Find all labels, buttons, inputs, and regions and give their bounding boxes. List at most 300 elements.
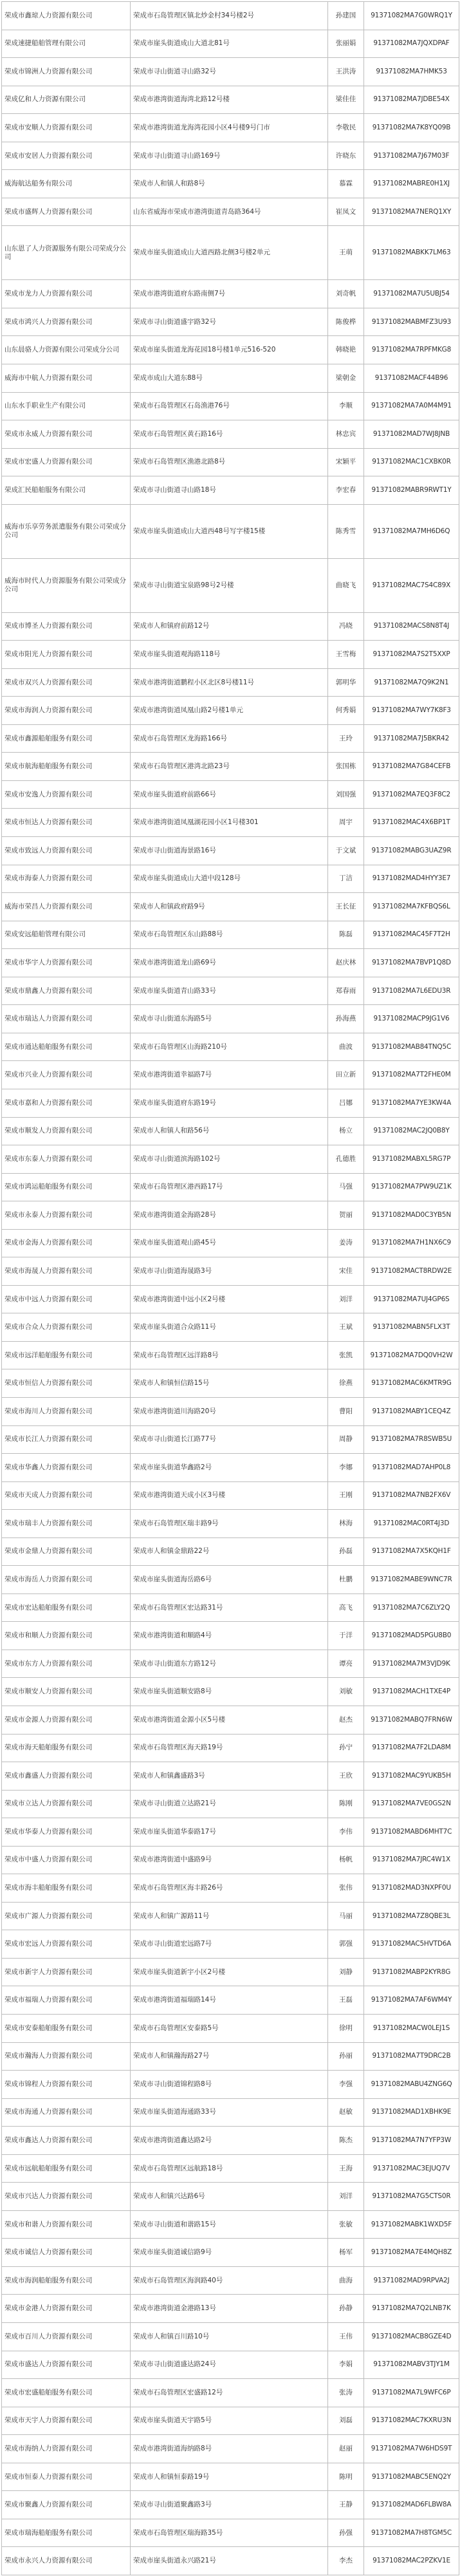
address-cell: 荣成市港湾街道金港路13号 [131, 2295, 328, 2323]
address-cell: 荣成市石岛管理区宏盛路12号 [131, 2379, 328, 2407]
address-cell: 荣成市石岛管理区海丰路26号 [131, 1874, 328, 1903]
company-name-cell: 荣成市安居人力资源有限公司 [2, 142, 131, 170]
address-cell: 荣成市寻山街道立达路21号 [131, 1790, 328, 1818]
company-name-cell: 荣成市鑫源船舶服务有限公司 [2, 724, 131, 753]
address-cell: 荣成市崖头街道成山大道西48号写字楼15楼 [131, 504, 328, 558]
credit-code-cell: 91371082MA7N7YFP3W [364, 2127, 459, 2155]
credit-code-cell: 91371082MABC5ENQ2Y [364, 2463, 459, 2491]
credit-code-cell: 91371082MAC2PZKV1E [364, 2547, 459, 2575]
company-name-cell: 荣成市海纳人力资源有限公司 [2, 2435, 131, 2463]
company-name-cell: 荣成市宏盛人力资源有限公司 [2, 448, 131, 476]
company-name-cell: 荣成市航海船舶服务有限公司 [2, 753, 131, 781]
address-cell: 荣成市石岛管理区瑞海路35号 [131, 2519, 328, 2547]
company-name-cell: 山东恩了人力资源服务有限公司荣成分公司 [2, 226, 131, 280]
address-cell: 荣成市港湾街道鑫达路2号 [131, 2127, 328, 2155]
address-cell: 荣成市港湾街道龙山路69号 [131, 949, 328, 977]
table-row [2, 1762, 459, 1791]
table-row [2, 1397, 459, 1425]
credit-code-cell: 91371082MACB8GZE4D [364, 2323, 459, 2351]
legal-person-cell: 孙丽 [328, 2042, 364, 2071]
address-cell: 荣成市石岛管理区山海路210号 [131, 1033, 328, 1061]
table-row [2, 2154, 459, 2183]
address-cell: 荣成市崖头街道成山大道北81号 [131, 30, 328, 58]
table-row [2, 1537, 459, 1566]
table-row [2, 1341, 459, 1369]
table-row [2, 1902, 459, 1930]
company-name-cell: 荣成市锦洲人力资源有限公司 [2, 58, 131, 86]
legal-person-cell: 孙海燕 [328, 1005, 364, 1033]
address-cell: 荣成市人和镇人和路8号 [131, 170, 328, 198]
table-row [2, 2407, 459, 2435]
table-row [2, 668, 459, 697]
table-row [2, 1369, 459, 1398]
credit-code-cell: 91371082MACF44B96 [364, 364, 459, 392]
legal-person-cell: 刘敏 [328, 1678, 364, 1706]
credit-code-cell: 91371082MABV3TJY1M [364, 2351, 459, 2379]
table-row [2, 1874, 459, 1903]
credit-code-cell: 91371082MA7H8TGM5C [364, 2519, 459, 2547]
address-cell: 荣成市崖头街道天宇路5号 [131, 2407, 328, 2435]
company-name-cell: 荣成市海润人力资源有限公司 [2, 697, 131, 725]
legal-person-cell: 马强 [328, 1173, 364, 1201]
company-name-cell: 荣成市海天船舶服务有限公司 [2, 1734, 131, 1762]
address-cell: 荣成市港湾街道金源小区5号楼 [131, 1706, 328, 1734]
legal-person-cell: 孙静 [328, 2295, 364, 2323]
table-row [2, 2015, 459, 2043]
company-name-cell: 荣成市新宇人力资源有限公司 [2, 1958, 131, 1986]
legal-person-cell: 韩晓艳 [328, 336, 364, 364]
address-cell: 荣成市崖头街道府前路66号 [131, 780, 328, 809]
legal-person-cell: 陈俊桦 [328, 308, 364, 336]
company-name-cell: 威海市荣昌人力资源有限公司 [2, 893, 131, 921]
credit-code-cell: 91371082MABU4ZNG6Q [364, 2071, 459, 2099]
address-cell: 荣成市寻山街道盛达路24号 [131, 2351, 328, 2379]
legal-person-cell: 王长征 [328, 893, 364, 921]
address-cell: 荣成市崖头街道顺安路8号 [131, 1678, 328, 1706]
legal-person-cell: 张凯 [328, 1341, 364, 1369]
credit-code-cell: 91371082MAC7KXRU3N [364, 2407, 459, 2435]
address-cell: 荣成市港湾街道福瑞路14号 [131, 1986, 328, 2015]
company-name-cell: 荣成市长江人力资源有限公司 [2, 1425, 131, 1454]
legal-person-cell: 谭亮 [328, 1650, 364, 1678]
table-row [2, 780, 459, 809]
credit-code-cell: 91371082MA7AF6WM4Y [364, 1986, 459, 2015]
table-row [2, 1201, 459, 1230]
table-row [2, 1229, 459, 1257]
legal-person-cell: 刘洋 [328, 2183, 364, 2211]
legal-person-cell: 刘洋 [328, 1285, 364, 1313]
credit-code-cell: 91371082MA7DQ0VH2W [364, 1341, 459, 1369]
company-name-cell: 荣成市安泰船舶服务有限公司 [2, 2015, 131, 2043]
table-row [2, 2183, 459, 2211]
company-name-cell: 荣成市华鑫人力资源有限公司 [2, 1454, 131, 1482]
company-registry-table [1, 1, 459, 2575]
address-cell: 荣成市崖头街道成山大道西路北侧3号楼2单元 [131, 226, 328, 280]
table-row [2, 1425, 459, 1454]
company-name-cell: 荣成速捷船舶管理有限公司 [2, 30, 131, 58]
company-name-cell: 山东水手职业生产有限公司 [2, 392, 131, 420]
company-name-cell: 荣成市海泰人力资源有限公司 [2, 865, 131, 893]
credit-code-cell: 91371082MAD9RPVA2J [364, 2266, 459, 2295]
credit-code-cell: 91371082MA7G5CTS0R [364, 2183, 459, 2211]
company-name-cell: 荣成市百川人力资源有限公司 [2, 2323, 131, 2351]
address-cell: 荣成市石岛管理区东山路88号 [131, 921, 328, 949]
company-name-cell: 荣成市海丰船舶服务有限公司 [2, 1874, 131, 1903]
address-cell: 荣成市崖头街道龙海花园18号楼1单元516-520 [131, 336, 328, 364]
address-cell: 荣成市港湾街道中盛路9号 [131, 1846, 328, 1874]
credit-code-cell: 91371082MA7WY7K8F3 [364, 697, 459, 725]
credit-code-cell: 91371082MABMFZ3U93 [364, 308, 459, 336]
legal-person-cell: 周静 [328, 1425, 364, 1454]
credit-code-cell: 91371082MA7G84CEFB [364, 753, 459, 781]
address-cell: 荣成市石岛管理区镇北炒金村34号楼2号 [131, 2, 328, 30]
address-cell: 荣成市崖头街道华泰路17号 [131, 1818, 328, 1847]
table-row [2, 837, 459, 865]
company-name-cell: 荣成市兴达人力资源有限公司 [2, 2183, 131, 2211]
company-name-cell: 荣成市鑫琼人力资源有限公司 [2, 2, 131, 30]
address-cell: 荣成市港湾街道府东路南侧7号 [131, 280, 328, 308]
credit-code-cell: 91371082MABR9RWT1Y [364, 476, 459, 505]
legal-person-cell: 陈秀雪 [328, 504, 364, 558]
company-name-cell: 荣成市顺安人力资源有限公司 [2, 1678, 131, 1706]
legal-person-cell: 许晓东 [328, 142, 364, 170]
table-row [2, 1986, 459, 2015]
address-cell: 荣成市人和镇百川路10号 [131, 2323, 328, 2351]
address-cell: 荣成市寻山街道长江路77号 [131, 1425, 328, 1454]
legal-person-cell: 杨帆 [328, 1846, 364, 1874]
address-cell: 荣成市人和镇兴达路6号 [131, 2183, 328, 2211]
address-cell: 荣成市崖头街道海岳路6号 [131, 1566, 328, 1594]
credit-code-cell: 91371082MABRE0H1XJ [364, 170, 459, 198]
company-name-cell: 荣成市东泰人力资源有限公司 [2, 1145, 131, 1174]
credit-code-cell: 91371082MA7NERQ1XY [364, 198, 459, 226]
company-name-cell: 荣成市海川人力资源有限公司 [2, 1397, 131, 1425]
credit-code-cell: 91371082MAD7AHP0L8 [364, 1454, 459, 1482]
credit-code-cell: 91371082MA7KFBQS6L [364, 893, 459, 921]
credit-code-cell: 91371082MAC2JQ0B8Y [364, 1117, 459, 1145]
table-row [2, 1622, 459, 1650]
legal-person-cell: 赵庆林 [328, 949, 364, 977]
address-cell: 荣成市寻山街道东方路12号 [131, 1650, 328, 1678]
company-name-cell: 荣成市宏远人力资源有限公司 [2, 1930, 131, 1959]
address-cell: 荣成市港湾街道幸福路7号 [131, 1061, 328, 1089]
address-cell: 荣成市成山大道东88号 [131, 364, 328, 392]
table-row [2, 1566, 459, 1594]
table-row [2, 1678, 459, 1706]
address-cell: 荣成市崖头街道观海路118号 [131, 641, 328, 669]
address-cell: 荣成市寻山街道盛宇路32号 [131, 308, 328, 336]
legal-person-cell: 张伟 [328, 1874, 364, 1903]
table-row [2, 2266, 459, 2295]
address-cell: 荣成市崖头街道观山路45号 [131, 1229, 328, 1257]
legal-person-cell: 孙宁 [328, 1734, 364, 1762]
legal-person-cell: 王玲 [328, 724, 364, 753]
company-name-cell: 荣成市和谐人力资源有限公司 [2, 2210, 131, 2239]
credit-code-cell: 91371082MA7Q2LNB7K [364, 2295, 459, 2323]
legal-person-cell: 陈磊 [328, 921, 364, 949]
company-name-cell: 威海市中航人力资源有限公司 [2, 364, 131, 392]
table-row [2, 2239, 459, 2267]
company-name-cell: 荣成汇民船舶服务有限公司 [2, 476, 131, 505]
address-cell: 荣成市港湾街道中远小区2号楼 [131, 1285, 328, 1313]
table-row [2, 641, 459, 669]
company-name-cell: 荣成市致远人力资源有限公司 [2, 837, 131, 865]
credit-code-cell: 91371082MA7L6EDU3R [364, 977, 459, 1005]
legal-person-cell: 吕娜 [328, 1089, 364, 1117]
credit-code-cell: 91371082MA7H1NX6C9 [364, 1229, 459, 1257]
table-row [2, 448, 459, 476]
address-cell: 荣成市人和镇政府路9号 [131, 893, 328, 921]
company-name-cell: 荣成市立达人力资源有限公司 [2, 1790, 131, 1818]
table-row [2, 1005, 459, 1033]
credit-code-cell: 91371082MA7L9WFC6P [364, 2379, 459, 2407]
credit-code-cell: 91371082MAD4HYY3E7 [364, 865, 459, 893]
table-row [2, 198, 459, 226]
company-name-cell: 荣成市恒泰人力资源有限公司 [2, 2463, 131, 2491]
company-name-cell: 威海市乐享劳务派遣服务有限公司荣成分公司 [2, 504, 131, 558]
table-row [2, 893, 459, 921]
table-row [2, 2295, 459, 2323]
credit-code-cell: 91371082MAC3EJUQ7V [364, 2154, 459, 2183]
table-body [2, 2, 459, 2575]
company-name-cell: 荣成市永兴人力资源有限公司 [2, 2547, 131, 2575]
company-name-cell: 荣成市盛辉人力资源有限公司 [2, 198, 131, 226]
table-row [2, 1061, 459, 1089]
address-cell: 荣成市崖头街道永兴路21号 [131, 2547, 328, 2575]
legal-person-cell: 王雪梅 [328, 641, 364, 669]
company-name-cell: 荣成市恒信人力资源有限公司 [2, 1369, 131, 1398]
address-cell: 荣成市石岛管理区港西路17号 [131, 1173, 328, 1201]
table-row [2, 2323, 459, 2351]
credit-code-cell: 91371082MA7Z8QBE3L [364, 1902, 459, 1930]
credit-code-cell: 91371082MAB84TNQ5C [364, 1033, 459, 1061]
legal-person-cell: 王斌 [328, 1313, 364, 1342]
credit-code-cell: 91371082MA7T2FHE0M [364, 1061, 459, 1089]
legal-person-cell: 何秀娟 [328, 697, 364, 725]
credit-code-cell: 91371082MAC6KMTR9G [364, 1369, 459, 1398]
company-name-cell: 荣成市锦程人力资源有限公司 [2, 2071, 131, 2099]
legal-person-cell: 崔凤文 [328, 198, 364, 226]
table-row [2, 142, 459, 170]
legal-person-cell: 马丽 [328, 1902, 364, 1930]
credit-code-cell: 91371082MAC9YUKB5H [364, 1762, 459, 1791]
company-name-cell: 荣成市瀚海人力资源有限公司 [2, 2042, 131, 2071]
legal-person-cell: 王静 [328, 2491, 364, 2519]
credit-code-cell: 91371082MACP9JG1V6 [364, 1005, 459, 1033]
table-row [2, 2071, 459, 2099]
address-cell: 荣成市崖头街道青山路33号 [131, 977, 328, 1005]
legal-person-cell: 郭强 [328, 1930, 364, 1959]
address-cell: 荣成市港湾街道海湾北路12号楼 [131, 86, 328, 114]
address-cell: 荣成市寻山街道海晟路3号 [131, 1257, 328, 1286]
legal-person-cell: 曲海 [328, 2266, 364, 2295]
credit-code-cell: 91371082MA7JQXDPAF [364, 30, 459, 58]
company-name-cell: 荣成亿和人力资源有限公司 [2, 86, 131, 114]
credit-code-cell: 91371082MAC5HVTD6A [364, 1930, 459, 1959]
credit-code-cell: 91371082MA7J67M03F [364, 142, 459, 170]
table-row [2, 1594, 459, 1622]
company-name-cell: 荣成市金鼎人力资源有限公司 [2, 1537, 131, 1566]
credit-code-cell: 91371082MAD0C3YB5N [364, 1201, 459, 1230]
legal-person-cell: 姜涛 [328, 1229, 364, 1257]
legal-person-cell: 杨立 [328, 1117, 364, 1145]
address-cell: 荣成市寻山街道寻山路169号 [131, 142, 328, 170]
legal-person-cell: 王欣 [328, 1762, 364, 1791]
credit-code-cell: 91371082MABY1CEQ4Z [364, 1397, 459, 1425]
legal-person-cell: 王刚 [328, 1481, 364, 1510]
address-cell: 荣成市石岛管理区远洋路8号 [131, 1341, 328, 1369]
legal-person-cell: 杨军 [328, 2239, 364, 2267]
credit-code-cell: 91371082MA7MH6D6Q [364, 504, 459, 558]
legal-person-cell: 丁洁 [328, 865, 364, 893]
credit-code-cell: 91371082MA7J5BKR42 [364, 724, 459, 753]
company-name-cell: 荣成市宏盛船舶服务有限公司 [2, 2379, 131, 2407]
credit-code-cell: 91371082MA7X5KQH1F [364, 1537, 459, 1566]
address-cell: 荣成市寻山街道锦程路8号 [131, 2071, 328, 2099]
table-row [2, 2210, 459, 2239]
legal-person-cell: 赵丽 [328, 2435, 364, 2463]
legal-person-cell: 赵敏 [328, 2098, 364, 2127]
legal-person-cell: 李宏春 [328, 476, 364, 505]
address-cell: 荣成市人和镇广源路11号 [131, 1902, 328, 1930]
credit-code-cell: 91371082MACH1TXE4P [364, 1678, 459, 1706]
address-cell: 荣成市寻山街道海景路16号 [131, 837, 328, 865]
legal-person-cell: 王伟 [328, 2323, 364, 2351]
legal-person-cell: 陈杰 [328, 2127, 364, 2155]
company-name-cell: 荣成市盛达人力资源有限公司 [2, 2351, 131, 2379]
table-row [2, 1818, 459, 1847]
legal-person-cell: 曲波 [328, 1033, 364, 1061]
table-row [2, 2351, 459, 2379]
table-row [2, 392, 459, 420]
credit-code-cell: 91371082MAC0RT4J3D [364, 1510, 459, 1538]
legal-person-cell: 孔德胜 [328, 1145, 364, 1174]
company-name-cell: 荣成市鑫达人力资源有限公司 [2, 2127, 131, 2155]
legal-person-cell: 贺丽 [328, 1201, 364, 1230]
credit-code-cell: 91371082MA7JDBE54X [364, 86, 459, 114]
credit-code-cell: 91371082MABK1WXD5F [364, 2210, 459, 2239]
credit-code-cell: 91371082MAD6FLBW8A [364, 2491, 459, 2519]
legal-person-cell: 王洪涛 [328, 58, 364, 86]
company-name-cell: 荣成市兴业人力资源有限公司 [2, 1061, 131, 1089]
credit-code-cell: 91371082MACW0LEJ1S [364, 2015, 459, 2043]
address-cell: 荣成市港湾街道金海路28号 [131, 1201, 328, 1230]
address-cell: 荣成市石岛管理区港湾北路23号 [131, 753, 328, 781]
company-name-cell: 荣成市瑞丰人力资源有限公司 [2, 1510, 131, 1538]
table-row [2, 476, 459, 505]
company-name-cell: 荣成市鑫盛人力资源有限公司 [2, 1762, 131, 1791]
legal-person-cell: 李顺 [328, 392, 364, 420]
company-name-cell: 荣成市安顺人力资源有限公司 [2, 114, 131, 142]
address-cell: 荣成市港湾街道天成小区3号楼 [131, 1481, 328, 1510]
company-name-cell: 荣成市鸿兴人力资源有限公司 [2, 308, 131, 336]
address-cell: 荣成市石岛管理区远航路18号 [131, 2154, 328, 2183]
legal-person-cell: 高飞 [328, 1594, 364, 1622]
credit-code-cell: 91371082MA7U5UBJ54 [364, 280, 459, 308]
company-name-cell: 荣成市金源人力资源有限公司 [2, 1706, 131, 1734]
company-name-cell: 荣成市永威人力资源有限公司 [2, 420, 131, 449]
address-cell: 荣成市寻山街道宝泉路98号2号楼 [131, 558, 328, 612]
credit-code-cell: 91371082MABXL5RG7P [364, 1145, 459, 1174]
company-name-cell: 荣成市嘉和人力资源有限公司 [2, 1089, 131, 1117]
credit-code-cell: 91371082MA7VE0GS2N [364, 1790, 459, 1818]
address-cell: 荣成市寻山街道寻山路18号 [131, 476, 328, 505]
company-name-cell: 荣成市东方人力资源有限公司 [2, 1650, 131, 1678]
credit-code-cell: 91371082MA7YE3KW4A [364, 1089, 459, 1117]
address-cell: 荣成市人和镇恒泰路19号 [131, 2463, 328, 2491]
company-name-cell: 荣成市远航船舶服务有限公司 [2, 2154, 131, 2183]
credit-code-cell: 91371082MA7RPFMKG8 [364, 336, 459, 364]
legal-person-cell: 冯晓 [328, 612, 364, 641]
company-name-cell: 山东晨骆人力资源有限公司荣成分公司 [2, 336, 131, 364]
credit-code-cell: 91371082MACS8N8T4J [364, 612, 459, 641]
table-row [2, 865, 459, 893]
legal-person-cell: 宋颖平 [328, 448, 364, 476]
legal-person-cell: 李敬民 [328, 114, 364, 142]
credit-code-cell: 91371082MA7Q9K2N1 [364, 668, 459, 697]
address-cell: 荣成市石岛管理区渔港北路8号 [131, 448, 328, 476]
company-name-cell: 荣成市海晟人力资源有限公司 [2, 1257, 131, 1286]
company-name-cell: 荣成市永泰人力资源有限公司 [2, 1201, 131, 1230]
company-name-cell: 荣成市海润船舶服务有限公司 [2, 2266, 131, 2295]
credit-code-cell: 91371082MAC45F7T2H [364, 921, 459, 949]
legal-person-cell: 郭明华 [328, 668, 364, 697]
credit-code-cell: 91371082MA7K8YQ09B [364, 114, 459, 142]
company-name-cell: 荣成市广源人力资源有限公司 [2, 1902, 131, 1930]
address-cell: 荣成市崖头街道海通路33号 [131, 2098, 328, 2127]
table-row [2, 30, 459, 58]
legal-person-cell: 刘静 [328, 1958, 364, 1986]
company-name-cell: 威海航达船务有限公司 [2, 170, 131, 198]
address-cell: 荣成市港湾街道凤凰湖花园小区1号楼301 [131, 809, 328, 837]
table-row [2, 114, 459, 142]
address-cell: 荣成市石岛管理区海润路40号 [131, 2266, 328, 2295]
company-name-cell: 荣成市聚鑫人力资源有限公司 [2, 2491, 131, 2519]
company-name-cell: 荣成市华宇人力资源有限公司 [2, 949, 131, 977]
table-row [2, 1313, 459, 1342]
credit-code-cell: 91371082MA7NB2FX6V [364, 1481, 459, 1510]
address-cell: 荣成市石岛管理区安泰路5号 [131, 2015, 328, 2043]
company-name-cell: 荣成市金海人力资源有限公司 [2, 1229, 131, 1257]
address-cell: 荣成市石岛管理区瑞丰路9号 [131, 1510, 328, 1538]
credit-code-cell: 91371082MABP2KYR8G [364, 1958, 459, 1986]
legal-person-cell: 梁朝金 [328, 364, 364, 392]
table-row [2, 612, 459, 641]
legal-person-cell: 田立新 [328, 1061, 364, 1089]
table-row [2, 86, 459, 114]
table-row [2, 2098, 459, 2127]
legal-person-cell: 宋佳 [328, 1257, 364, 1286]
legal-person-cell: 陈刚 [328, 1790, 364, 1818]
company-name-cell: 威海市时代人力资源服务有限公司荣成分公司 [2, 558, 131, 612]
table-row [2, 420, 459, 449]
credit-code-cell: 91371082MAC1CXBK0R [364, 448, 459, 476]
company-name-cell: 荣成市瑞达人力资源有限公司 [2, 1005, 131, 1033]
address-cell: 荣成市寻山街道和谐路15号 [131, 2210, 328, 2239]
company-name-cell: 荣成市海岳人力资源有限公司 [2, 1566, 131, 1594]
legal-person-cell: 李娜 [328, 1454, 364, 1482]
credit-code-cell: 91371082MACT8RDW2E [364, 1257, 459, 1286]
legal-person-cell: 曲晓飞 [328, 558, 364, 612]
table-row [2, 1790, 459, 1818]
legal-person-cell: 张涛 [328, 2379, 364, 2407]
legal-person-cell: 于文斌 [328, 837, 364, 865]
table-row [2, 364, 459, 392]
address-cell: 荣成市人和镇恒信路15号 [131, 1369, 328, 1398]
credit-code-cell: 91371082MA7R8SWB5U [364, 1425, 459, 1454]
legal-person-cell: 杜鹏 [328, 1566, 364, 1594]
table-row [2, 753, 459, 781]
